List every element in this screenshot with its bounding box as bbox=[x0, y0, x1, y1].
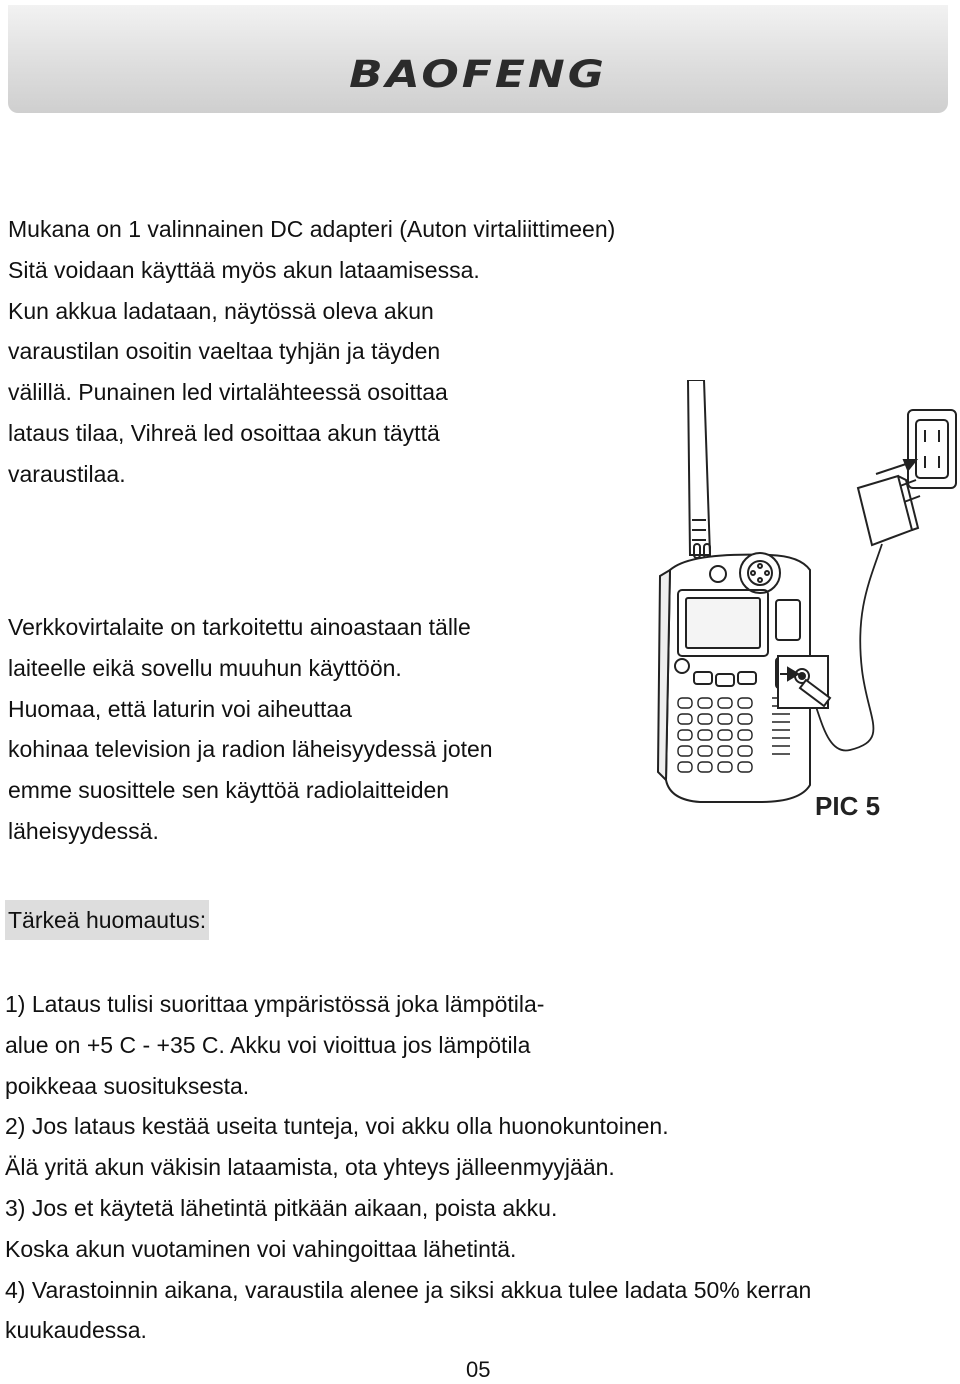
dc-jack-icon bbox=[778, 656, 830, 708]
note-line: 2) Jos lataus kestää useita tunteja, voi akku olla huonokuntoinen. bbox=[5, 1113, 669, 1140]
text-line: laiteelle eikä sovellu muuhun käyttöön. bbox=[8, 654, 402, 681]
paragraph-dc-adapter bbox=[8, 209, 615, 495]
text-line: läheisyydessä. bbox=[8, 817, 159, 844]
text-line: Huomaa, että laturin voi aiheuttaa bbox=[8, 695, 352, 722]
important-heading: Tärkeä huomautus: bbox=[5, 900, 209, 940]
radio-charging-illustration bbox=[650, 380, 960, 850]
note-line: poikkeaa suosituksesta. bbox=[5, 1072, 250, 1099]
important-notes bbox=[5, 984, 811, 1351]
header-bar bbox=[8, 5, 948, 113]
note-line: alue on +5 C - +35 C. Akku voi vioittua jos lämpötila bbox=[5, 1031, 531, 1058]
note-line: kuukaudessa. bbox=[5, 1317, 147, 1344]
note-line: 4) Varastoinnin aikana, varaustila alenee ja siksi akkua tulee ladata 50% kerran bbox=[5, 1276, 812, 1303]
text-line: Sitä voidaan käyttää myös akun lataamisessa. bbox=[8, 256, 480, 283]
text-line: emme suosittele sen käyttöä radiolaitteiden bbox=[8, 777, 450, 804]
text-line: varaustilan osoitin vaeltaa tyhjän ja täyden bbox=[8, 338, 441, 365]
text-line: varaustilaa. bbox=[8, 460, 126, 487]
note-line: Koska akun vuotaminen voi vahingoittaa lähetintä. bbox=[5, 1235, 517, 1262]
note-line: Älä yritä akun väkisin lataamista, ota yhteys jälleenmyyjään. bbox=[5, 1154, 615, 1181]
paragraph-mains-adapter bbox=[8, 607, 493, 852]
text-line: Kun akkua ladataan, näytössä oleva akun bbox=[8, 297, 434, 324]
page-number: 05 bbox=[466, 1357, 491, 1382]
brand-logo: BAOFENG bbox=[349, 52, 607, 97]
antenna-icon bbox=[688, 380, 710, 558]
text-line: Mukana on 1 valinnainen DC adapteri (Auton virtaliittimeen) bbox=[8, 216, 616, 242]
text-line: lataus tilaa, Vihreä led osoittaa akun täyttä bbox=[8, 419, 440, 446]
text-line: kohinaa television ja radion läheisyydessä joten bbox=[8, 736, 493, 763]
note-line: 1) Lataus tulisi suorittaa ympäristössä joka lämpötila- bbox=[5, 991, 545, 1017]
note-line: 3) Jos et käytetä lähetintä pitkään aikaan, poista akku. bbox=[5, 1194, 558, 1221]
figure-label: PIC 5 bbox=[815, 791, 881, 821]
text-line: Verkkovirtalaite on tarkoitettu ainoastaan tälle bbox=[8, 614, 471, 640]
wall-outlet-icon bbox=[908, 410, 956, 488]
text-line: välillä. Punainen led virtalähteessä osoittaa bbox=[8, 379, 448, 406]
